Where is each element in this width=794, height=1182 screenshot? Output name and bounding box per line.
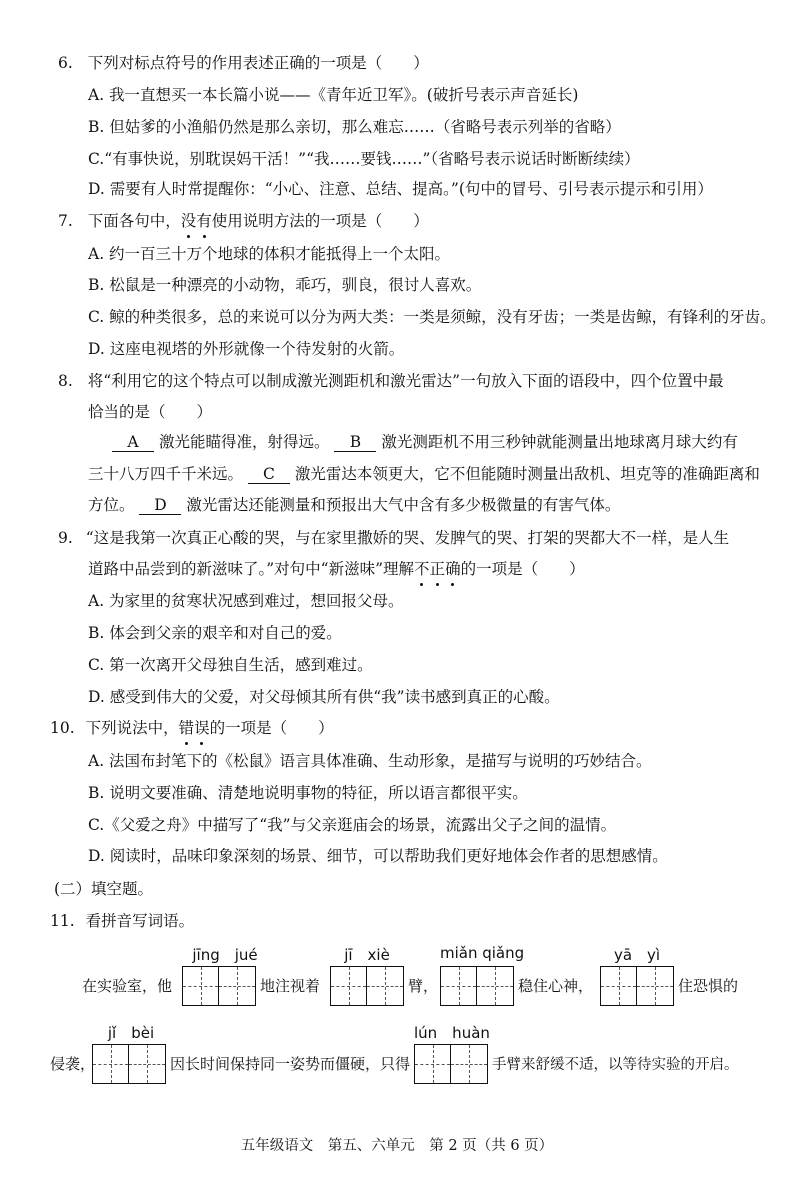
sentence-part: 稳住心神， <box>518 977 594 995</box>
option-d: D. 阅读时，品味印象深刻的场景、细节，可以帮助我们更好地体会作者的思想感情。 <box>88 847 668 865</box>
stem-pre: 道路中品尝到的新滋味了。”对句中“新滋味”理解 <box>88 560 415 578</box>
sentence-part: 手臂来舒缓不适，以等待实验的开启。 <box>492 1057 739 1073</box>
option-d: D. 这座电视塔的外形就像一个待发射的火箭。 <box>88 340 405 358</box>
question-6 <box>58 52 429 74</box>
pinyin-1: jīng jué <box>192 946 258 964</box>
option-c: C. 鲸的种类很多，总的来说可以分为两大类：一类是须鲸，没有牙齿；一类是齿鲸，有锋利的牙齿。 <box>88 308 776 326</box>
emphasis-char: 确 <box>445 560 461 578</box>
stem-line-1: “这是我第一次真正心酸的哭，与在家里撒娇的哭、发脾气的哭、打架的哭都大不一样，是人生 <box>85 529 730 547</box>
pinyin-2: jī xiè <box>344 946 390 964</box>
segment: 三十八万四千千米远。 <box>88 465 244 483</box>
pinyin-3: miǎn qiǎng <box>440 944 525 962</box>
emphasis-char: 正 <box>429 560 446 578</box>
passage-line-2 <box>88 463 760 485</box>
option-c: C.“有事快说，别耽误妈干活！”“我……要钱……”（省略号表示说话时断断续续） <box>88 150 640 168</box>
writing-grid-3[interactable] <box>440 966 514 1006</box>
question-10 <box>50 717 334 739</box>
option-a: A. 我一直想买一本长篇小说——《青年近卫军》。(破折号表示声音延长) <box>88 86 579 104</box>
option-c: C. 第一次离开父母独自生活，感到难过。 <box>88 656 373 674</box>
stem-line-2: 恰当的是（ ） <box>88 403 213 421</box>
segment: 方位。 <box>88 496 135 514</box>
question-11 <box>50 910 194 932</box>
option-a: A. 约一百三十万个地球的体积才能抵得上一个太阳。 <box>88 245 451 263</box>
writing-grid-4[interactable] <box>600 966 674 1006</box>
option-a: A. 为家里的贫寒状况感到难过，想回报父母。 <box>88 592 404 610</box>
option-c: C.《父爱之舟》中描写了“我”与父亲逛庙会的场景，流露出父子之间的温情。 <box>88 816 617 834</box>
option-b: B. 但姑爹的小渔船仍然是那么亲切，那么难忘……（省略号表示列举的省略） <box>88 118 621 136</box>
pinyin-5: jǐ bèi <box>107 1024 155 1042</box>
passage-line-3 <box>88 494 620 516</box>
segment: 激光能瞄得准，射得远。 <box>158 433 330 451</box>
emphasis-char: 有 <box>196 212 212 230</box>
question-number: 11. <box>50 912 75 930</box>
sentence-part: 住恐惧的 <box>678 977 739 995</box>
sentence-part: 侵袭， <box>50 1055 96 1073</box>
option-b: B. 说明文要准确、清楚地说明事物的特征，所以语言都很平实。 <box>88 784 528 802</box>
question-number: 8. <box>58 372 73 390</box>
option-b: B. 松鼠是一种漂亮的小动物，乖巧，驯良，很讨人喜欢。 <box>88 276 482 294</box>
pinyin-6: lún huàn <box>414 1024 490 1042</box>
sentence-part: 臂， <box>408 977 439 995</box>
option-d: D. 需要有人时常提醒你：“小心、注意、总结、提高。”(句中的冒号、引号表示提示和引用） <box>88 180 713 198</box>
passage-line-1 <box>112 431 738 453</box>
writing-grid-6[interactable] <box>414 1044 488 1084</box>
stem-pre: 下列说法中， <box>85 719 179 737</box>
question-8 <box>58 370 724 392</box>
sentence-part: 地注视着 <box>260 977 321 995</box>
blank-c: C <box>248 465 290 484</box>
pinyin-4: yā yì <box>613 946 661 964</box>
emphasis-char: 没 <box>180 212 197 230</box>
stem-post: 的一项是（ ） <box>460 560 585 578</box>
segment: 激光测距机不用三秒钟就能测量出地球离月球大约有 <box>381 433 738 451</box>
stem-post: 使用说明方法的一项是（ ） <box>211 212 429 230</box>
writing-grid-2[interactable] <box>330 966 404 1006</box>
question-number: 7. <box>58 212 73 230</box>
option-d: D. 感受到伟大的父爱，对父母倾其所有供“我”读书感到真正的心酸。 <box>88 688 560 706</box>
option-a: A. 法国布封笔下的《松鼠》语言具体准确、生动形象，是描写与说明的巧妙结合。 <box>88 752 652 770</box>
emphasis-char: 不 <box>414 560 430 578</box>
segment: 激光雷达还能测量和预报出大气中含有多少极微量的有害气体。 <box>186 496 621 514</box>
question-number: 9. <box>58 529 73 547</box>
emphasis-char: 错 <box>178 719 195 737</box>
question-9 <box>58 527 729 549</box>
stem-post: 的一项是（ ） <box>209 719 334 737</box>
blank-d: D <box>139 496 181 515</box>
page-footer: 五年级语文 第五、六单元 第 2 页（共 6 页） <box>240 1138 554 1154</box>
section-title: (二）填空题。 <box>54 880 154 898</box>
question-number: 10. <box>50 719 75 737</box>
writing-grid-5[interactable] <box>92 1044 166 1084</box>
emphasis-char: 误 <box>194 719 210 737</box>
question-stem: 下列对标点符号的作用表述正确的一项是（ ） <box>87 54 429 72</box>
option-b: B. 体会到父亲的艰辛和对自己的爱。 <box>88 624 342 642</box>
sentence-part: 因长时间保持同一姿势而僵硬，只得 <box>170 1055 411 1073</box>
writing-grid-1[interactable] <box>182 966 256 1006</box>
stem-line-1: 将“利用它的这个特点可以制成激光测距机和激光雷达”一句放入下面的语段中，四个位置中最 <box>87 372 724 390</box>
stem-line-2 <box>88 558 585 580</box>
blank-a: A <box>112 433 154 452</box>
question-7 <box>58 210 429 232</box>
question-stem: 看拼音写词语。 <box>85 912 195 930</box>
question-number: 6. <box>58 54 73 72</box>
sentence-part: 在实验室，他 <box>82 977 173 995</box>
segment: 激光雷达本领更大，它不但能随时测量出敌机、坦克等的准确距离和 <box>294 465 760 483</box>
stem-pre: 下面各句中， <box>87 212 181 230</box>
blank-b: B <box>334 433 376 452</box>
